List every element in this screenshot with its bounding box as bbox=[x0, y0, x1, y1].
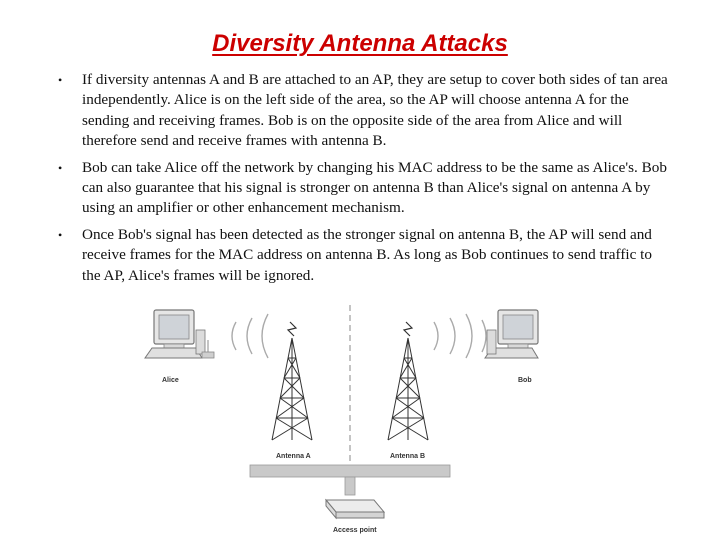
bullet-glyph: • bbox=[58, 160, 63, 175]
bob-computer-icon bbox=[485, 310, 538, 358]
antenna-a-label: Antenna A bbox=[276, 453, 311, 460]
antenna-a-tower-icon bbox=[272, 322, 312, 440]
bob-label: Bob bbox=[518, 377, 532, 384]
bullet-text: Once Bob's signal has been detected as the stronger signal on antenna B, the AP will send and receive frames for the MAC address on antenna B. As long as Bob continues to send traffic to the AP, Alice's frames will be ignored. bbox=[82, 225, 652, 284]
access-point-icon bbox=[326, 500, 384, 518]
alice-computer-icon bbox=[145, 310, 214, 358]
access-point-label: Access point bbox=[333, 527, 377, 534]
bullet-text: If diversity antennas A and B are attached to an AP, they are setup to cover both sides of tan area independently. Alice is on the left side of the area, so the AP will choose antenna A for the sending and receiving frames. Bob is on the opposite side of the area from Alice and will therefore send and receive frames with antenna B. bbox=[82, 71, 668, 150]
bullet-item bbox=[58, 70, 668, 152]
antenna-cable bbox=[250, 465, 450, 477]
alice-label: Alice bbox=[162, 377, 179, 384]
antenna-b-label: Antenna B bbox=[390, 453, 425, 460]
alice-signal-waves-icon bbox=[232, 314, 268, 358]
bullet-item bbox=[58, 225, 668, 286]
bob-signal-waves-icon bbox=[434, 314, 486, 358]
antenna-b-tower-icon bbox=[388, 322, 428, 440]
bullet-item bbox=[58, 158, 668, 219]
slide-title: Diversity Antenna Attacks bbox=[212, 30, 508, 57]
bullet-list bbox=[58, 70, 668, 292]
bullet-glyph: • bbox=[58, 73, 63, 87]
bullet-text: Bob can take Alice off the network by changing his MAC address to be the same as Alice's. Bob can also guarantee that his signal is stronger on antenna B than Alice's signal on antenna A by using an amplifier or other enhancement mechanism. bbox=[82, 158, 667, 217]
bullet-glyph: • bbox=[58, 227, 63, 242]
network-diagram bbox=[140, 300, 540, 540]
